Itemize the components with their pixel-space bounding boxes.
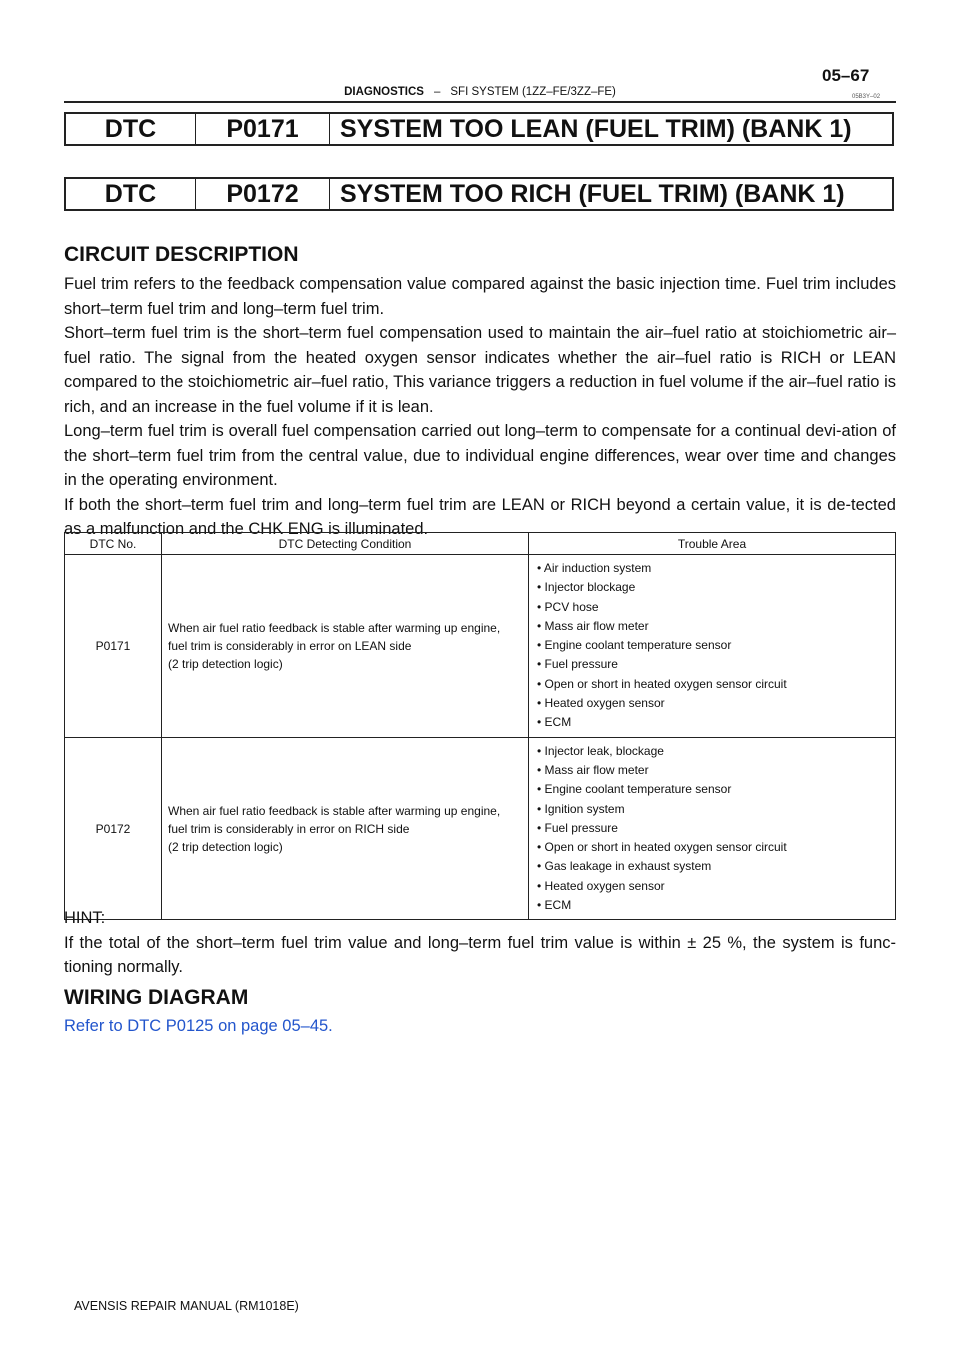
dtc-number: P0172 — [65, 737, 162, 920]
header-section: DIAGNOSTICS — [344, 86, 424, 98]
paragraph: Fuel trim refers to the feedback compensation value compared against the basic injection time. Fuel trim includes short–term fuel trim and long–term fuel trim. — [64, 275, 896, 318]
page-number: 05–67 — [822, 66, 870, 85]
condition-line: fuel trim is considerably in error on RICH side — [168, 821, 410, 836]
trouble-area-item: • Injector blockage — [537, 578, 895, 597]
dtc-code: P0172 — [196, 179, 330, 209]
circuit-description-body — [64, 272, 896, 542]
hint-text: If the total of the short–term fuel trim value and long–term fuel trim value is within ± 25 %, the system is func-tioning normally. — [64, 933, 896, 976]
paragraph: Long–term fuel trim is overall fuel compensation carried out long–term to compensate for a continual devi-ation of the short–term fuel trim from the central value, due to individual engine differences, wear over time and changes in the operating environment. — [64, 422, 896, 489]
dtc-title: SYSTEM TOO LEAN (FUEL TRIM) (BANK 1) — [340, 114, 852, 143]
trouble-area-item: • Heated oxygen sensor — [537, 694, 895, 713]
column-header: DTC Detecting Condition — [162, 533, 529, 555]
table-row — [65, 737, 896, 920]
dtc-table — [64, 532, 896, 920]
dtc-title: SYSTEM TOO RICH (FUEL TRIM) (BANK 1) — [340, 179, 845, 208]
trouble-area-item: • ECM — [537, 896, 895, 915]
condition-line: (2 trip detection logic) — [168, 839, 283, 854]
wiring-diagram-heading: WIRING DIAGRAM — [64, 986, 249, 1009]
table-row — [65, 555, 896, 738]
running-header — [0, 86, 960, 98]
column-header: DTC No. — [65, 533, 162, 555]
dtc-code: P0171 — [196, 114, 330, 144]
dtc-title-box-p0171 — [64, 112, 894, 146]
trouble-area-item: • Mass air flow meter — [537, 617, 895, 636]
trouble-area-item: • Open or short in heated oxygen sensor circuit — [537, 675, 895, 694]
trouble-area-item: • Gas leakage in exhaust system — [537, 857, 895, 876]
trouble-area-item: • Fuel pressure — [537, 655, 895, 674]
condition-line: (2 trip detection logic) — [168, 656, 283, 671]
trouble-area-item: • Air induction system — [537, 559, 895, 578]
header-subsection: SFI SYSTEM (1ZZ–FE/3ZZ–FE) — [450, 86, 616, 98]
wiring-reference-link[interactable]: Refer to DTC P0125 on page 05–45. — [64, 1017, 333, 1035]
paragraph: If both the short–term fuel trim and long–term fuel trim are LEAN or RICH beyond a certain value, it is de-tected as a malfunction and the CHK ENG is illuminated. — [64, 495, 896, 538]
header-rule — [64, 101, 896, 103]
condition-line: fuel trim is considerably in error on LEAN side — [168, 638, 412, 653]
column-header: Trouble Area — [529, 533, 896, 555]
condition-line: When air fuel ratio feedback is stable after warming up engine, — [168, 620, 501, 635]
trouble-area-item: • Mass air flow meter — [537, 761, 895, 780]
hint-block — [64, 906, 896, 980]
document-code: 05B3Y–02 — [852, 94, 881, 100]
detecting-condition — [162, 555, 529, 738]
trouble-area-item: • Engine coolant temperature sensor — [537, 780, 895, 799]
detecting-condition — [162, 737, 529, 920]
trouble-area-item: • Heated oxygen sensor — [537, 877, 895, 896]
hint-label: HINT: — [64, 909, 106, 927]
trouble-area-item: • PCV hose — [537, 598, 895, 617]
condition-line: When air fuel ratio feedback is stable after warming up engine, — [168, 803, 501, 818]
dtc-title-box-p0172 — [64, 177, 894, 211]
trouble-area-item: • Fuel pressure — [537, 819, 895, 838]
trouble-area-item: • Injector leak, blockage — [537, 742, 895, 761]
trouble-area-item: • Ignition system — [537, 800, 895, 819]
trouble-area — [529, 555, 896, 738]
dtc-label: DTC — [66, 114, 196, 144]
table-header-row — [65, 533, 896, 555]
trouble-area-item: • Engine coolant temperature sensor — [537, 636, 895, 655]
manual-footer: AVENSIS REPAIR MANUAL (RM1018E) — [74, 1299, 299, 1313]
circuit-description-heading: CIRCUIT DESCRIPTION — [64, 243, 299, 266]
header-separator: – — [433, 86, 441, 98]
dtc-number: P0171 — [65, 555, 162, 738]
trouble-area-item: • ECM — [537, 713, 895, 732]
dtc-label: DTC — [66, 179, 196, 209]
trouble-area-item: • Open or short in heated oxygen sensor circuit — [537, 838, 895, 857]
trouble-area — [529, 737, 896, 920]
paragraph: Short–term fuel trim is the short–term fuel compensation used to maintain the air–fuel ratio at stoichiometric air–fuel ratio. The signal from the heated oxygen sensor indicates whether the air–fuel ratio is RICH or LEAN compared to the stoichiometric air–fuel ratio, This variance triggers a reduction in fuel volume if the air–fuel ratio is rich, and an increase in the fuel volume if it is lean. — [64, 324, 896, 416]
